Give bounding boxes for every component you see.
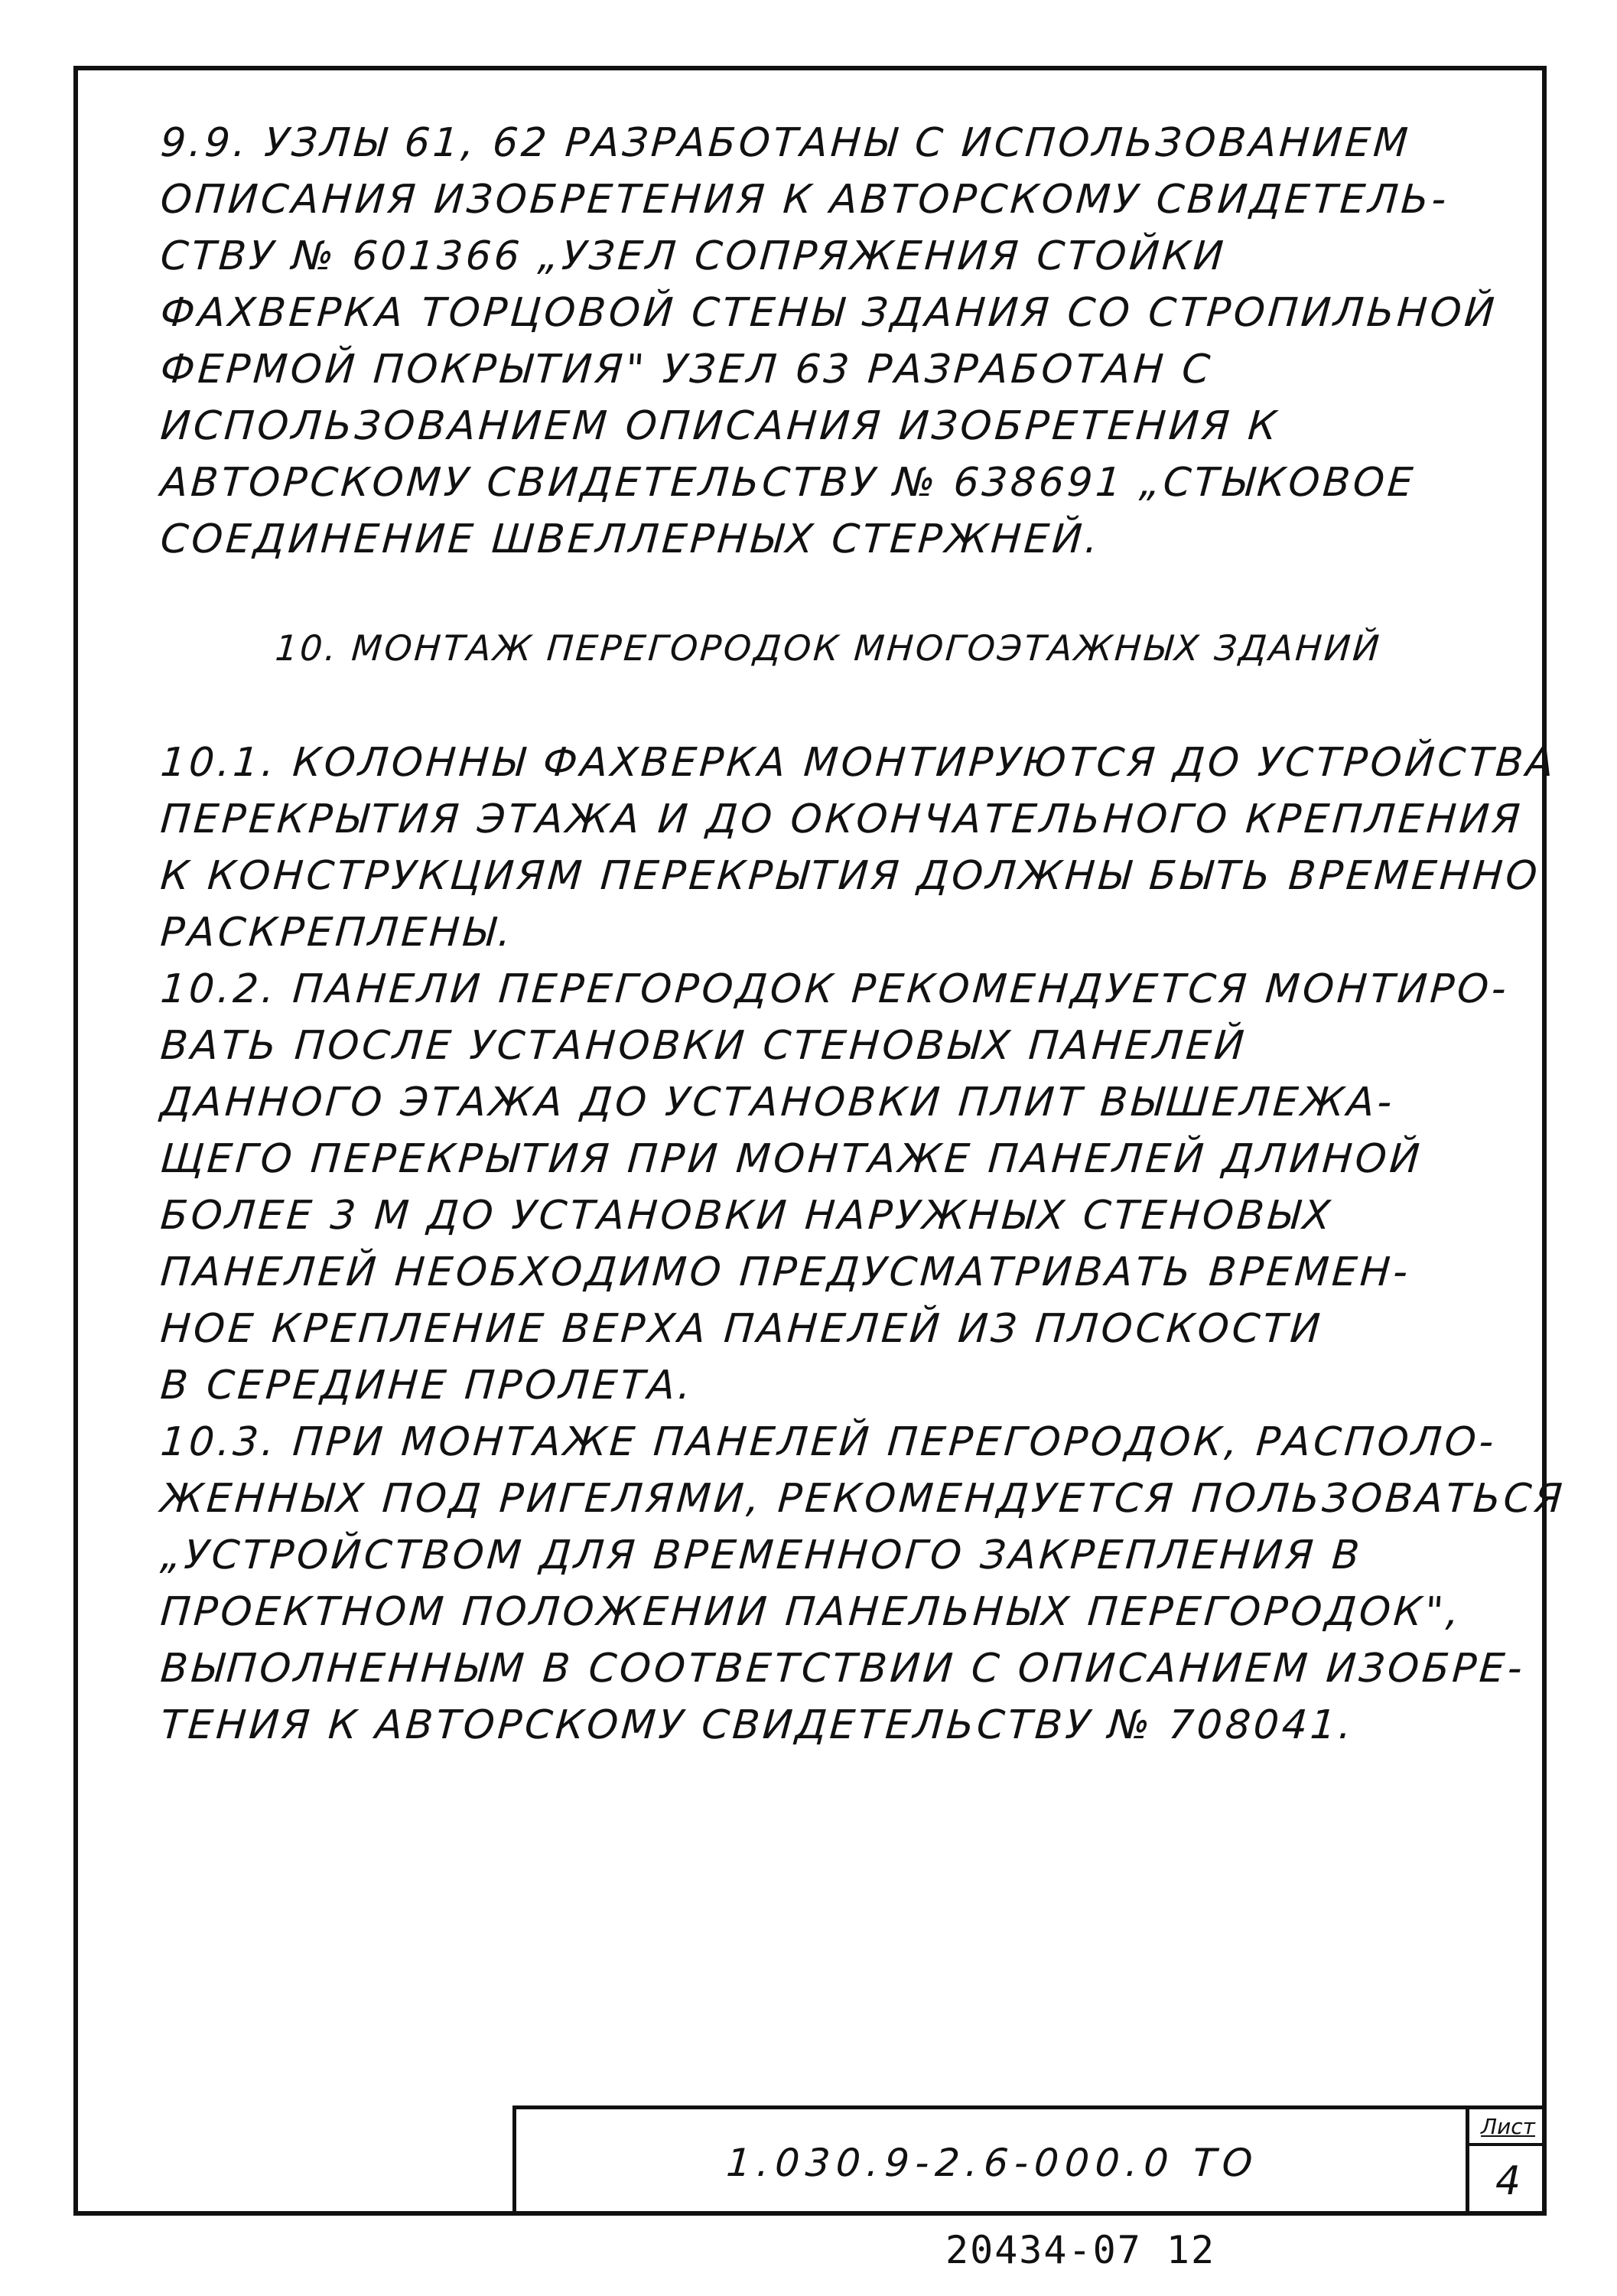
sheet-label: Лист	[1469, 2109, 1547, 2146]
text-line: 10.3. ПРИ МОНТАЖЕ ПАНЕЛЕЙ ПЕРЕГОРОДОК, РАСПОЛО-	[158, 1419, 1498, 1465]
text-line: ФАХВЕРКА ТОРЦОВОЙ СТЕНЫ ЗДАНИЯ СО СТРОПИЛЬНОЙ	[158, 290, 1499, 336]
main-text	[158, 115, 1567, 1754]
text-line: СТВУ № 601366 „УЗЕЛ СОПРЯЖЕНИЯ СТОЙКИ	[158, 233, 1228, 279]
text-line: В СЕРЕДИНЕ ПРОЛЕТА.	[158, 1363, 695, 1409]
text-line: ДАННОГО ЭТАЖА ДО УСТАНОВКИ ПЛИТ ВЫШЕЛЕЖА-	[158, 1080, 1397, 1125]
text-line: РАСКРЕПЛЕНЫ.	[158, 910, 516, 956]
text-line: 9.9. УЗЛЫ 61, 62 РАЗРАБОТАНЫ С ИСПОЛЬЗОВАНИЕМ	[158, 120, 1413, 166]
text-line: ЖЕННЫХ ПОД РИГЕЛЯМИ, РЕКОМЕНДУЕТСЯ ПОЛЬЗОВАТЬСЯ	[158, 1476, 1567, 1522]
text-line: ПРОЕКТНОМ ПОЛОЖЕНИИ ПАНЕЛЬНЫХ ПЕРЕГОРОДОК",	[158, 1589, 1464, 1635]
sheet-cell	[1466, 2109, 1547, 2216]
text-line: ПЕРЕКРЫТИЯ ЭТАЖА И ДО ОКОНЧАТЕЛЬНОГО КРЕПЛЕНИЯ	[158, 796, 1524, 842]
text-line: „УСТРОЙСТВОМ ДЛЯ ВРЕМЕННОГО ЗАКРЕПЛЕНИЯ В	[158, 1532, 1365, 1578]
text-line: ТЕНИЯ К АВТОРСКОМУ СВИДЕТЕЛЬСТВУ № 708041.	[158, 1702, 1356, 1748]
archive-stamp: 20434-07 12	[945, 2228, 1216, 2272]
text-line: ВЫПОЛНЕННЫМ В СООТВЕТСТВИИ С ОПИСАНИЕМ ИЗОБРЕ-	[158, 1646, 1527, 1692]
document-code: 1.030.9-2.6-000.0 ТО	[724, 2140, 1261, 2185]
text-line: СОЕДИНЕНИЕ ШВЕЛЛЕРНЫХ СТЕРЖНЕЙ.	[158, 516, 1103, 562]
sheet-number: 4	[1495, 2158, 1521, 2204]
section-10-body	[158, 734, 1567, 1754]
text-line: ФЕРМОЙ ПОКРЫТИЯ" УЗЕЛ 63 РАЗРАБОТАН С	[158, 347, 1215, 392]
text-line: ПАНЕЛЕЙ НЕОБХОДИМО ПРЕДУСМАТРИВАТЬ ВРЕМЕН-	[158, 1249, 1413, 1295]
text-line: К КОНСТРУКЦИЯМ ПЕРЕКРЫТИЯ ДОЛЖНЫ БЫТЬ ВРЕМЕННО	[158, 853, 1542, 899]
text-line: АВТОРСКОМУ СВИДЕТЕЛЬСТВУ № 638691 „СТЫКОВОЕ	[158, 460, 1417, 506]
text-line: ЩЕГО ПЕРЕКРЫТИЯ ПРИ МОНТАЖЕ ПАНЕЛЕЙ ДЛИНОЙ	[158, 1136, 1424, 1182]
text-line: БОЛЕЕ 3 М ДО УСТАНОВКИ НАРУЖНЫХ СТЕНОВЫХ	[158, 1193, 1335, 1239]
paragraph-9-9	[158, 115, 1499, 568]
text-line: ВАТЬ ПОСЛЕ УСТАНОВКИ СТЕНОВЫХ ПАНЕЛЕЙ	[158, 1023, 1249, 1069]
text-line: ОПИСАНИЯ ИЗОБРЕТЕНИЯ К АВТОРСКОМУ СВИДЕТЕЛЬ-	[158, 177, 1451, 223]
text-line: НОЕ КРЕПЛЕНИЕ ВЕРХА ПАНЕЛЕЙ ИЗ ПЛОСКОСТИ	[158, 1306, 1325, 1352]
text-line: ИСПОЛЬЗОВАНИЕМ ОПИСАНИЯ ИЗОБРЕТЕНИЯ К	[158, 403, 1281, 449]
title-block	[512, 2105, 1547, 2216]
text-line: 10.1. КОЛОННЫ ФАХВЕРКА МОНТИРУЮТСЯ ДО УСТРОЙСТВА	[158, 740, 1558, 786]
section-heading: 10. МОНТАЖ ПЕРЕГОРОДОК МНОГОЭТАЖНЫХ ЗДАНИЙ	[274, 627, 1383, 669]
text-line: 10.2. ПАНЕЛИ ПЕРЕГОРОДОК РЕКОМЕНДУЕТСЯ МОНТИРО-	[158, 966, 1511, 1012]
